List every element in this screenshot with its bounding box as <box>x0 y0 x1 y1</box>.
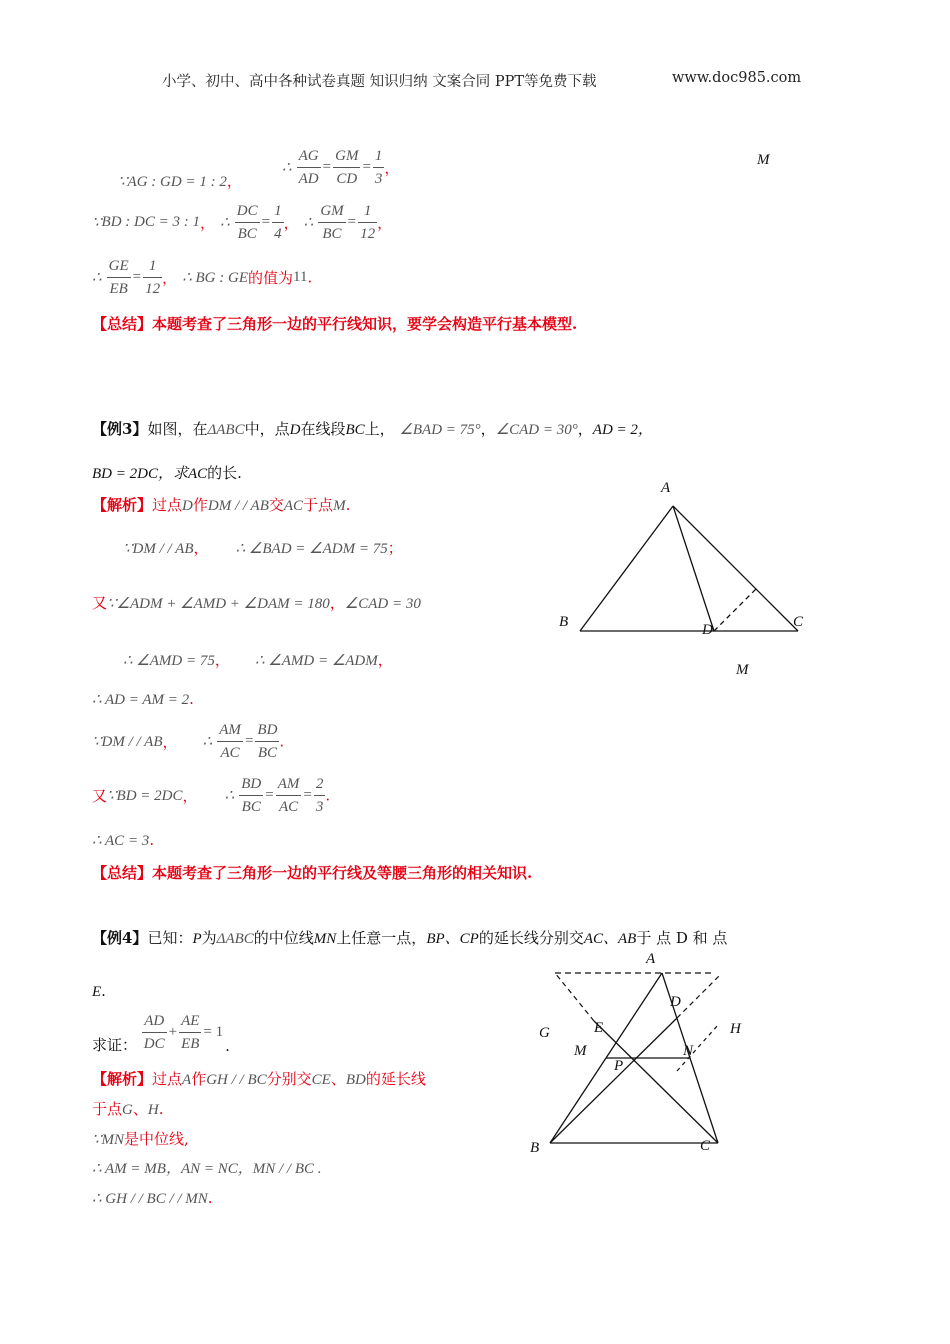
extension-ceg-dashed <box>555 973 594 1021</box>
ex3-line-5: ∵DM / / AB， ∴ $\frac{AM}{AC}$ = $\frac{BD}{BC}$ . <box>92 719 284 764</box>
side-ac <box>673 506 798 631</box>
fig4-label-m: M <box>574 1043 587 1059</box>
summary-1: 【总结】本题考查了三角形一边的平行线知识，要学会构造平行基本模型. <box>92 315 578 333</box>
summary-2: 【总结】本题考查了三角形一边的平行线及等腰三角形的相关知识. <box>92 864 533 882</box>
fraction: $\frac{2}{3}$ <box>314 773 326 818</box>
fraction: $\frac{BD}{BC}$ <box>239 773 263 818</box>
site-banner <box>162 70 597 91</box>
line-bd <box>550 1018 677 1143</box>
banner-title: 小学、初中、高中各种试卷真题 知识归纳 文案合同 PPT等免费下载 <box>162 74 597 90</box>
fig3-label-m: M <box>736 662 749 678</box>
example-3-question-cont: BD = 2DC，求AC的长. <box>92 464 242 482</box>
label-m-top: M <box>757 152 770 168</box>
side-ab <box>580 506 673 631</box>
line-ge-eb: ∴ $\frac{GE}{EB}$ = $\frac{1}{12}$ ， ∴ BG : GE的值为11. <box>92 255 312 300</box>
example-3-solution: 【解析】过点D作DM / / AB交AC于点M. <box>92 496 351 514</box>
segment-dm-dashed <box>714 588 757 631</box>
fig4-label-a: A <box>646 951 656 967</box>
fraction: $\frac{DC}{BC}$ <box>235 200 260 245</box>
ex3-line-6: 又∵BD = 2DC， ∴ $\frac{BD}{BC}$ = $\frac{AM}{AC}$ = $\frac{2}{3}$ . <box>92 773 330 818</box>
ex3-line-3: ∴ ∠AMD = 75， ∴ ∠AMD = ∠ADM， <box>123 651 393 669</box>
ex4-line-2: ∴ AM = MB，AN = NC，MN / / BC . <box>92 1161 322 1177</box>
fig3-label-a: A <box>661 480 671 496</box>
fig3-label-b: B <box>559 614 569 630</box>
example-4-question: 【例4】已知：P为ΔABC的中位线MN上任意一点，BP、CP的延长线分别交AC、AB于 点 D 和 点 <box>92 929 728 947</box>
example-4-solution: 【解析】过点A作GH / / BC分别交CE、BD的延长线 <box>92 1070 426 1088</box>
banner-site-url: www.doc985.com <box>672 70 802 86</box>
fig4-label-d: D <box>670 994 681 1010</box>
fraction: $\frac{AE}{EB}$ <box>179 1010 201 1055</box>
ex3-line-4: ∴ AD = AM = 2. <box>92 690 194 708</box>
fraction: $\frac{GM}{CD}$ <box>333 145 360 190</box>
ex4-line-1: ∵MN是中位线, <box>92 1130 189 1148</box>
fraction: $\frac{GM}{BC}$ <box>318 200 345 245</box>
fraction: $\frac{1}{3}$ <box>373 145 385 190</box>
fraction: $\frac{1}{4}$ <box>272 200 284 245</box>
example-4-question-cont: E. <box>92 982 106 1000</box>
fraction: $\frac{AG}{AD}$ <box>297 145 321 190</box>
figure-example-4 <box>540 963 740 1153</box>
fraction: $\frac{1}{12}$ <box>143 255 162 300</box>
fig3-label-d: D <box>702 622 713 638</box>
fig4-label-e: E <box>594 1020 604 1036</box>
example-3-question: 【例3】如图，在ΔABC中，点D在线段BC上， ∠BAD = 75°，∠CAD = 30°，AD = 2， <box>92 420 653 438</box>
fraction: $\frac{AM}{AC}$ <box>276 773 302 818</box>
fig4-label-p: P <box>614 1058 624 1074</box>
fraction: $\frac{GE}{EB}$ <box>107 255 131 300</box>
ex3-line-2: 又∵∠ADM + ∠AMD + ∠DAM = 180，∠CAD = 30 <box>92 594 421 612</box>
ex3-line-1: ∵DM / / AB， ∴ ∠BAD = ∠ADM = 75； <box>123 539 403 557</box>
ex3-line-7: ∴ AC = 3. <box>92 831 155 849</box>
fig4-label-h: H <box>730 1021 741 1037</box>
fig4-label-c: C <box>700 1138 711 1154</box>
line-bd-dc: ∵BD : DC = 3 : 1， ∴ $\frac{DC}{BC}$ = $\frac{1}{4}$ ， ∴ $\frac{GM}{BC}$ = $\frac{1}{12}$ ， <box>92 200 392 245</box>
figure-example-3 <box>548 478 828 688</box>
fig4-label-n: N <box>683 1043 694 1059</box>
fig4-label-b: B <box>530 1140 540 1156</box>
ex4-line-3: ∴ GH / / BC / / MN. <box>92 1189 213 1207</box>
extension-bdh-dashed <box>677 975 720 1018</box>
fraction: $\frac{AM}{AC}$ <box>217 719 243 764</box>
fraction: $\frac{AD}{DC}$ <box>142 1010 167 1055</box>
example-4-solution-cont: 于点G、H. <box>92 1100 164 1118</box>
fig4-label-g: G <box>539 1025 550 1041</box>
fraction: $\frac{BD}{BC}$ <box>255 719 279 764</box>
fig3-label-c: C <box>793 614 804 630</box>
segment-ad <box>673 506 714 631</box>
fraction: $\frac{1}{12}$ <box>358 200 377 245</box>
line-ag-ad-fraction: ∴ $\frac{AG}{AD}$ = $\frac{GM}{CD}$ = $\frac{1}{3}$ ， <box>282 145 399 190</box>
example-4-prove: 求证： $\frac{AD}{DC}$ + $\frac{AE}{EB}$ = 1. <box>92 1010 230 1055</box>
line-ag-gd: ∵AG : GD = 1 : 2， <box>118 172 242 190</box>
